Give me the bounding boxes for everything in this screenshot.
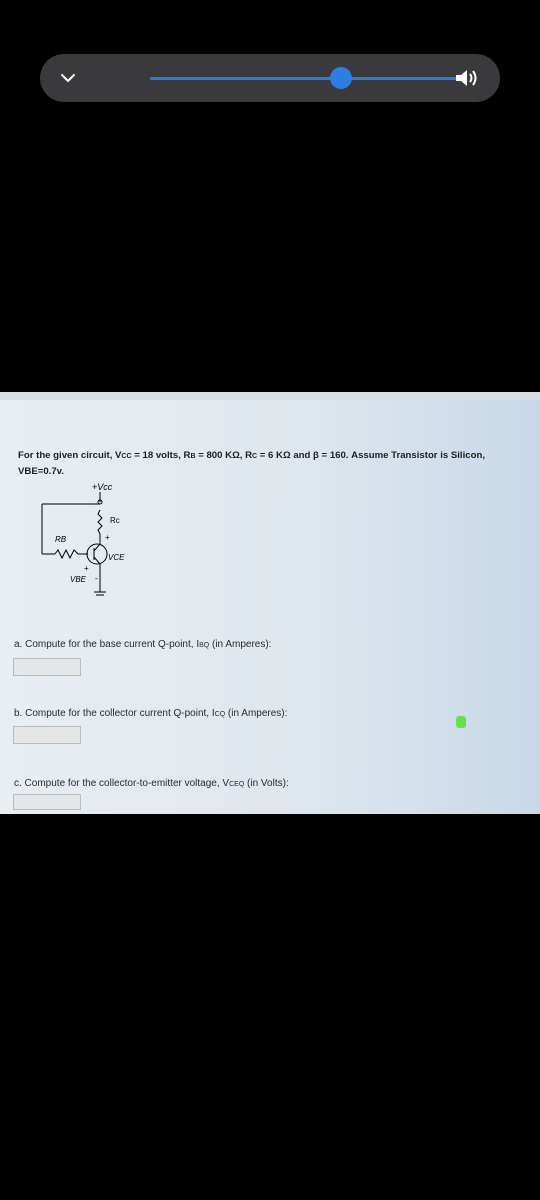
question-b: b. Compute for the collector current Q-point, ICQ (in Amperes): [14,708,288,719]
transistor-circuit-diagram [30,480,150,610]
problem-screenshot [0,392,540,814]
answer-input-c[interactable] [13,794,81,810]
rc-label: Rc [110,516,120,525]
rb-label: RB [55,535,67,544]
problem-statement: For the given circuit, VCC = 18 volts, RB = 800 KΩ, RC = 6 KΩ and β = 160. Assume Transistor is Silicon, VBE=0.7v. [18,450,485,477]
vbe-label: VBE [70,575,87,584]
green-marker [456,716,466,728]
question-c: c. Compute for the collector-to-emitter voltage, VCEQ (in Volts): [14,778,289,789]
volume-icon[interactable] [452,66,480,90]
volume-slider-thumb[interactable] [330,67,352,89]
vcc-label: +Vcc [92,482,113,492]
vce-label: VCE [108,553,125,562]
media-volume-bar [40,54,500,102]
svg-text:+: + [84,564,89,573]
svg-text:-: - [95,574,98,583]
answer-input-a[interactable] [13,658,81,676]
question-a: a. Compute for the base current Q-point, IBQ (in Amperes): [14,639,272,650]
chevron-down-icon[interactable] [58,68,78,88]
answer-input-b[interactable] [13,726,81,744]
svg-text:+: + [105,533,110,542]
